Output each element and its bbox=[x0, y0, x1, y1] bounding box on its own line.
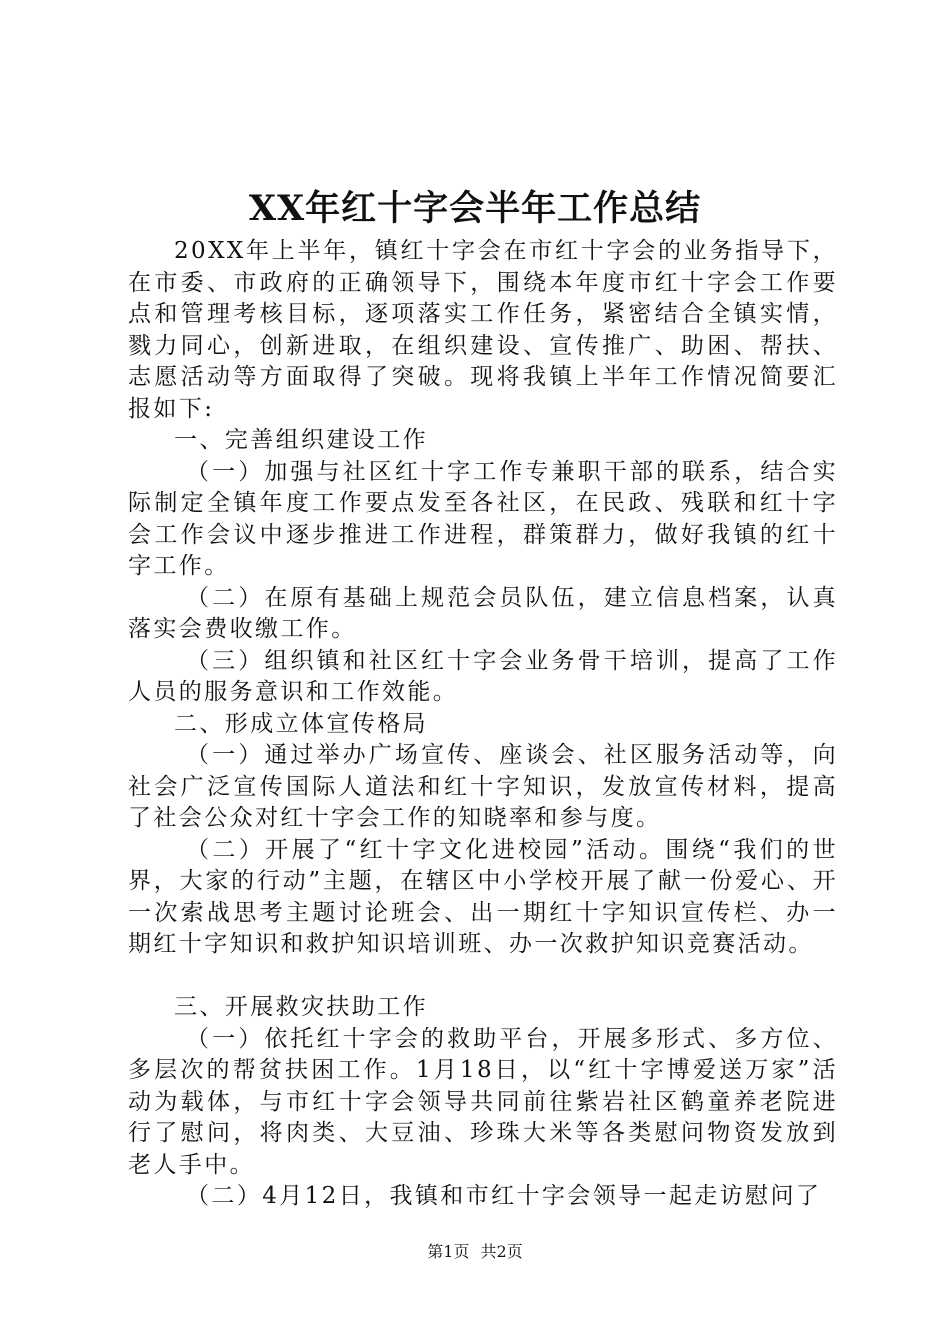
paragraph-2-1: （一）通过举办广场宣传、座谈会、社区服务活动等，向社会广泛宣传国际人道法和红十字知识，发放宣传材料，提高了社会公众对红十字会工作的知晓率和参与度。 bbox=[128, 742, 838, 831]
page-footer bbox=[0, 1240, 950, 1264]
section-heading-2: 二、形成立体宣传格局 bbox=[174, 710, 428, 737]
paragraph-1-1: （一）加强与社区红十字工作专兼职干部的联系，结合实际制定全镇年度工作要点发至各社区，在民政、残联和红十字会工作会议中逐步推进工作进程，群策群力，做好我镇的红十字工作。 bbox=[128, 458, 838, 579]
page-number: 第1页 bbox=[427, 1242, 470, 1261]
paragraph-3-1: （一）依托红十字会的救助平台，开展多形式、多方位、多层次的帮贫扶困工作。1月18日，以“红十字博爱送万家”活动为载体，与市红十字会领导共同前往紫岩社区鹤童养老院进行了慰问，将肉类、大豆油、珍珠大米等各类慰问物资发放到老人手中。 bbox=[128, 1025, 838, 1178]
section-heading-1: 一、完善组织建设工作 bbox=[174, 427, 428, 453]
paragraph-gap bbox=[128, 961, 838, 993]
page-total: 共2页 bbox=[480, 1242, 523, 1261]
document-title: XX年红十字会半年工作总结 bbox=[248, 188, 702, 229]
paragraph-1-2: （二）在原有基础上规范会员队伍，建立信息档案，认真落实会费收缴工作。 bbox=[128, 584, 838, 642]
paragraph-2-2: （二）开展了“红十字文化进校园”活动。围绕“我们的世界，大家的行动”主题，在辖区中小学校开展了献一份爱心、开一次索战思考主题讨论班会、出一期红十字知识宣传栏、办一期红十字知识和救护知识培训班、办一次救护知识竞赛活动。 bbox=[128, 836, 838, 957]
paragraph-1-3: （三）组织镇和社区红十字会业务骨干培训，提高了工作人员的服务意识和工作效能。 bbox=[128, 647, 838, 705]
intro-paragraph: 20XX年上半年，镇红十字会在市红十字会的业务指导下，在市委、市政府的正确领导下，围绕本年度市红十字会工作要点和管理考核目标，逐项落实工作任务，紧密结合全镇实情，戮力同心，创新进取，在组织建设、宣传推广、助困、帮扶、志愿活动等方面取得了突破。现将我镇上半年工作情况简要汇报如下: bbox=[128, 238, 838, 422]
section-heading-3: 三、开展救灾扶助工作 bbox=[174, 994, 428, 1020]
paragraph-3-2: （二）4月12日，我镇和市红十字会领导一起走访慰问了 bbox=[186, 1183, 822, 1209]
document-body bbox=[128, 236, 838, 1213]
